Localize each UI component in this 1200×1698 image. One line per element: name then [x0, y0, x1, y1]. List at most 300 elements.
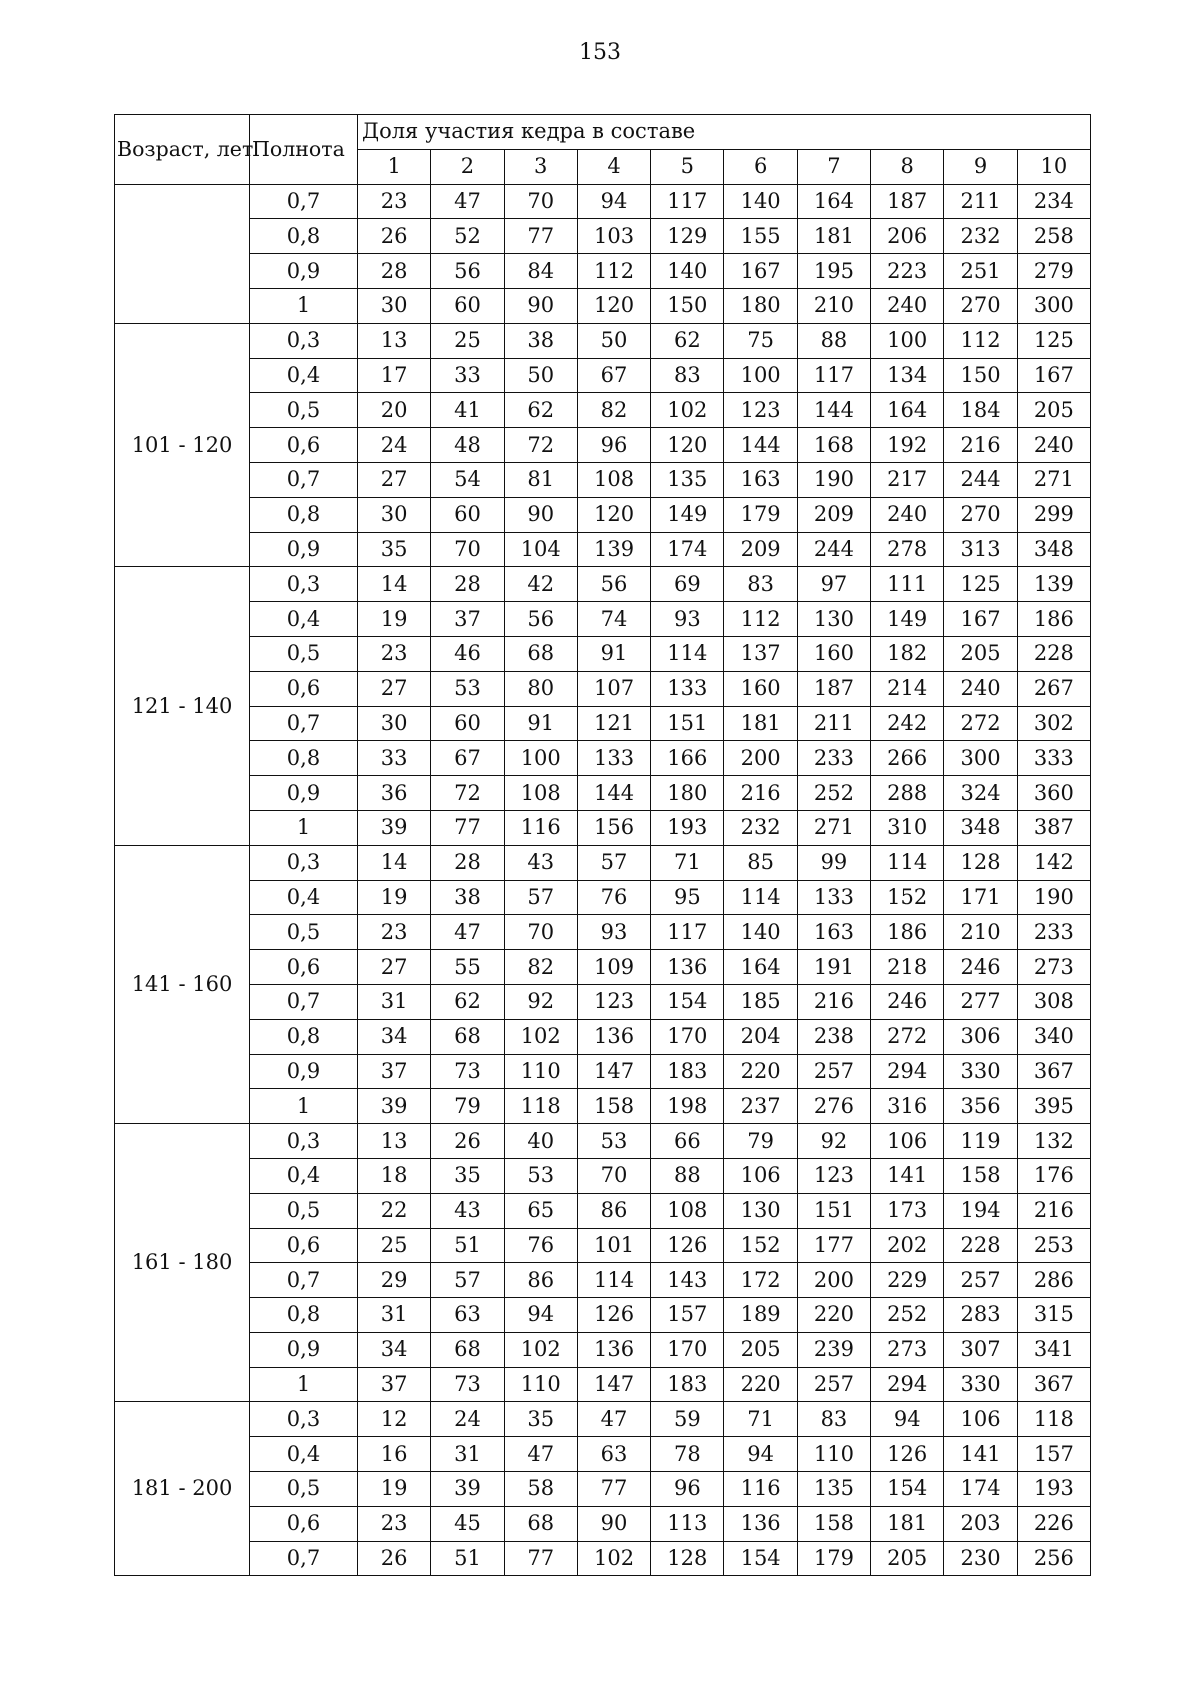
- value-cell: 187: [797, 671, 870, 706]
- value-cell: 177: [797, 1228, 870, 1263]
- fullness-cell: 0,3: [250, 323, 358, 358]
- value-cell: 313: [944, 532, 1017, 567]
- value-cell: 168: [797, 428, 870, 463]
- value-cell: 341: [1017, 1332, 1090, 1367]
- value-cell: 160: [797, 636, 870, 671]
- value-cell: 70: [577, 1158, 650, 1193]
- value-cell: 209: [724, 532, 797, 567]
- value-cell: 110: [797, 1437, 870, 1472]
- value-cell: 182: [871, 636, 944, 671]
- value-cell: 340: [1017, 1019, 1090, 1054]
- fullness-column-header: Полнота: [250, 115, 358, 185]
- value-cell: 195: [797, 254, 870, 289]
- value-cell: 163: [724, 462, 797, 497]
- table-row: [115, 1402, 1091, 1437]
- value-cell: 106: [944, 1402, 1017, 1437]
- value-cell: 139: [577, 532, 650, 567]
- fullness-cell: 0,8: [250, 741, 358, 776]
- value-cell: 160: [724, 671, 797, 706]
- value-cell: 387: [1017, 810, 1090, 845]
- value-cell: 170: [651, 1019, 724, 1054]
- value-cell: 114: [651, 636, 724, 671]
- value-cell: 72: [431, 776, 504, 811]
- fullness-cell: 1: [250, 288, 358, 323]
- table-row: [115, 288, 1091, 323]
- value-cell: 140: [724, 915, 797, 950]
- fullness-cell: 0,9: [250, 254, 358, 289]
- value-cell: 60: [431, 288, 504, 323]
- value-cell: 121: [577, 706, 650, 741]
- value-cell: 300: [1017, 288, 1090, 323]
- value-cell: 34: [358, 1332, 431, 1367]
- value-cell: 185: [724, 984, 797, 1019]
- value-cell: 330: [944, 1367, 1017, 1402]
- share-column-header: Доля участия кедра в составе: [358, 115, 1091, 150]
- value-cell: 106: [871, 1124, 944, 1159]
- value-cell: 216: [1017, 1193, 1090, 1228]
- value-cell: 19: [358, 880, 431, 915]
- value-cell: 56: [431, 254, 504, 289]
- value-cell: 272: [871, 1019, 944, 1054]
- table-row: [115, 1472, 1091, 1507]
- value-cell: 85: [724, 845, 797, 880]
- value-cell: 133: [651, 671, 724, 706]
- value-cell: 73: [431, 1367, 504, 1402]
- value-cell: 37: [358, 1054, 431, 1089]
- value-cell: 97: [797, 567, 870, 602]
- value-cell: 310: [871, 810, 944, 845]
- value-cell: 28: [431, 845, 504, 880]
- value-cell: 123: [797, 1158, 870, 1193]
- fullness-cell: 0,5: [250, 393, 358, 428]
- table-row: [115, 706, 1091, 741]
- value-cell: 59: [651, 1402, 724, 1437]
- value-cell: 273: [871, 1332, 944, 1367]
- value-cell: 12: [358, 1402, 431, 1437]
- value-cell: 129: [651, 219, 724, 254]
- value-cell: 147: [577, 1054, 650, 1089]
- value-cell: 57: [431, 1263, 504, 1298]
- table-row: [115, 602, 1091, 637]
- value-cell: 136: [577, 1019, 650, 1054]
- value-cell: 94: [577, 184, 650, 219]
- value-cell: 139: [1017, 567, 1090, 602]
- value-cell: 216: [724, 776, 797, 811]
- value-cell: 19: [358, 602, 431, 637]
- value-cell: 26: [358, 1541, 431, 1576]
- value-cell: 174: [944, 1472, 1017, 1507]
- value-cell: 278: [871, 532, 944, 567]
- value-cell: 108: [504, 776, 577, 811]
- value-cell: 76: [504, 1228, 577, 1263]
- fullness-cell: 1: [250, 810, 358, 845]
- value-cell: 253: [1017, 1228, 1090, 1263]
- value-cell: 58: [504, 1472, 577, 1507]
- value-cell: 96: [651, 1472, 724, 1507]
- table-row: [115, 428, 1091, 463]
- value-cell: 57: [504, 880, 577, 915]
- value-cell: 233: [797, 741, 870, 776]
- value-cell: 144: [724, 428, 797, 463]
- value-cell: 228: [944, 1228, 1017, 1263]
- value-cell: 80: [504, 671, 577, 706]
- value-cell: 226: [1017, 1506, 1090, 1541]
- age-group-cell: 101 - 120: [115, 323, 250, 567]
- value-cell: 223: [871, 254, 944, 289]
- value-cell: 220: [724, 1367, 797, 1402]
- value-cell: 189: [724, 1298, 797, 1333]
- share-column-4: 4: [577, 149, 650, 184]
- value-cell: 82: [577, 393, 650, 428]
- value-cell: 232: [724, 810, 797, 845]
- value-cell: 164: [724, 950, 797, 985]
- value-cell: 50: [577, 323, 650, 358]
- value-cell: 356: [944, 1089, 1017, 1124]
- value-cell: 133: [797, 880, 870, 915]
- value-cell: 77: [504, 219, 577, 254]
- value-cell: 27: [358, 671, 431, 706]
- value-cell: 157: [651, 1298, 724, 1333]
- value-cell: 135: [797, 1472, 870, 1507]
- age-group-cell: 161 - 180: [115, 1124, 250, 1402]
- value-cell: 30: [358, 706, 431, 741]
- value-cell: 158: [577, 1089, 650, 1124]
- value-cell: 86: [577, 1193, 650, 1228]
- value-cell: 27: [358, 950, 431, 985]
- value-cell: 286: [1017, 1263, 1090, 1298]
- value-cell: 205: [1017, 393, 1090, 428]
- value-cell: 140: [651, 254, 724, 289]
- value-cell: 66: [651, 1124, 724, 1159]
- value-cell: 39: [431, 1472, 504, 1507]
- value-cell: 82: [504, 950, 577, 985]
- value-cell: 88: [651, 1158, 724, 1193]
- value-cell: 79: [431, 1089, 504, 1124]
- value-cell: 395: [1017, 1089, 1090, 1124]
- value-cell: 43: [431, 1193, 504, 1228]
- value-cell: 144: [577, 776, 650, 811]
- value-cell: 270: [944, 288, 1017, 323]
- value-cell: 367: [1017, 1367, 1090, 1402]
- value-cell: 164: [797, 184, 870, 219]
- value-cell: 179: [724, 497, 797, 532]
- value-cell: 73: [431, 1054, 504, 1089]
- value-cell: 154: [724, 1541, 797, 1576]
- value-cell: 277: [944, 984, 1017, 1019]
- value-cell: 76: [577, 880, 650, 915]
- value-cell: 193: [651, 810, 724, 845]
- value-cell: 117: [797, 358, 870, 393]
- value-cell: 110: [504, 1367, 577, 1402]
- value-cell: 216: [797, 984, 870, 1019]
- value-cell: 158: [797, 1506, 870, 1541]
- value-cell: 210: [797, 288, 870, 323]
- share-column-5: 5: [651, 149, 724, 184]
- fullness-cell: 0,4: [250, 1158, 358, 1193]
- value-cell: 119: [944, 1124, 1017, 1159]
- value-cell: 306: [944, 1019, 1017, 1054]
- value-cell: 60: [431, 497, 504, 532]
- value-cell: 70: [504, 184, 577, 219]
- value-cell: 22: [358, 1193, 431, 1228]
- fullness-cell: 0,4: [250, 358, 358, 393]
- value-cell: 17: [358, 358, 431, 393]
- value-cell: 25: [358, 1228, 431, 1263]
- value-cell: 39: [358, 1089, 431, 1124]
- fullness-cell: 1: [250, 1367, 358, 1402]
- value-cell: 60: [431, 706, 504, 741]
- value-cell: 31: [358, 1298, 431, 1333]
- value-cell: 190: [797, 462, 870, 497]
- value-cell: 156: [577, 810, 650, 845]
- value-cell: 144: [797, 393, 870, 428]
- value-cell: 200: [797, 1263, 870, 1298]
- value-cell: 149: [651, 497, 724, 532]
- value-cell: 114: [724, 880, 797, 915]
- value-cell: 279: [1017, 254, 1090, 289]
- fullness-cell: 0,4: [250, 880, 358, 915]
- value-cell: 120: [577, 288, 650, 323]
- table-body: [115, 184, 1091, 1576]
- value-cell: 77: [577, 1472, 650, 1507]
- age-group-cell: 121 - 140: [115, 567, 250, 845]
- value-cell: 112: [944, 323, 1017, 358]
- value-cell: 173: [871, 1193, 944, 1228]
- value-cell: 239: [797, 1332, 870, 1367]
- value-cell: 72: [504, 428, 577, 463]
- value-cell: 33: [358, 741, 431, 776]
- value-cell: 141: [871, 1158, 944, 1193]
- value-cell: 220: [797, 1298, 870, 1333]
- value-cell: 30: [358, 497, 431, 532]
- share-column-7: 7: [797, 149, 870, 184]
- value-cell: 116: [724, 1472, 797, 1507]
- value-cell: 152: [724, 1228, 797, 1263]
- value-cell: 149: [871, 602, 944, 637]
- value-cell: 39: [358, 810, 431, 845]
- value-cell: 183: [651, 1367, 724, 1402]
- table-row: [115, 1367, 1091, 1402]
- value-cell: 128: [944, 845, 1017, 880]
- value-cell: 120: [577, 497, 650, 532]
- table-row: [115, 1228, 1091, 1263]
- table-row: [115, 532, 1091, 567]
- value-cell: 217: [871, 462, 944, 497]
- table-row: [115, 462, 1091, 497]
- value-cell: 180: [724, 288, 797, 323]
- table-row: [115, 1019, 1091, 1054]
- value-cell: 81: [504, 462, 577, 497]
- cedar-share-table: [114, 114, 1091, 1576]
- value-cell: 140: [724, 184, 797, 219]
- fullness-cell: 0,8: [250, 1019, 358, 1054]
- fullness-cell: 0,7: [250, 706, 358, 741]
- value-cell: 100: [871, 323, 944, 358]
- table-row: [115, 497, 1091, 532]
- table-row: [115, 184, 1091, 219]
- value-cell: 150: [944, 358, 1017, 393]
- fullness-cell: 0,7: [250, 1263, 358, 1298]
- value-cell: 112: [577, 254, 650, 289]
- value-cell: 232: [944, 219, 1017, 254]
- value-cell: 102: [577, 1541, 650, 1576]
- value-cell: 111: [871, 567, 944, 602]
- value-cell: 251: [944, 254, 1017, 289]
- age-group-cell: 181 - 200: [115, 1402, 250, 1576]
- value-cell: 294: [871, 1367, 944, 1402]
- value-cell: 100: [724, 358, 797, 393]
- table-row: [115, 1541, 1091, 1576]
- value-cell: 90: [504, 497, 577, 532]
- value-cell: 256: [1017, 1541, 1090, 1576]
- value-cell: 234: [1017, 184, 1090, 219]
- value-cell: 31: [431, 1437, 504, 1472]
- value-cell: 176: [1017, 1158, 1090, 1193]
- value-cell: 31: [358, 984, 431, 1019]
- table-row: [115, 1089, 1091, 1124]
- value-cell: 53: [504, 1158, 577, 1193]
- value-cell: 167: [724, 254, 797, 289]
- value-cell: 233: [1017, 915, 1090, 950]
- value-cell: 36: [358, 776, 431, 811]
- value-cell: 62: [504, 393, 577, 428]
- value-cell: 63: [577, 1437, 650, 1472]
- table-row: [115, 1158, 1091, 1193]
- value-cell: 16: [358, 1437, 431, 1472]
- value-cell: 128: [651, 1541, 724, 1576]
- value-cell: 126: [651, 1228, 724, 1263]
- table-row: [115, 810, 1091, 845]
- value-cell: 187: [871, 184, 944, 219]
- table-row: [115, 915, 1091, 950]
- value-cell: 78: [651, 1437, 724, 1472]
- value-cell: 91: [577, 636, 650, 671]
- value-cell: 141: [944, 1437, 1017, 1472]
- value-cell: 114: [871, 845, 944, 880]
- fullness-cell: 0,5: [250, 636, 358, 671]
- table-row: [115, 1332, 1091, 1367]
- table-row: [115, 358, 1091, 393]
- value-cell: 56: [504, 602, 577, 637]
- value-cell: 271: [797, 810, 870, 845]
- value-cell: 52: [431, 219, 504, 254]
- value-cell: 110: [504, 1054, 577, 1089]
- value-cell: 220: [724, 1054, 797, 1089]
- value-cell: 174: [651, 532, 724, 567]
- value-cell: 172: [724, 1263, 797, 1298]
- table-row: [115, 636, 1091, 671]
- value-cell: 209: [797, 497, 870, 532]
- value-cell: 68: [504, 636, 577, 671]
- value-cell: 126: [871, 1437, 944, 1472]
- value-cell: 108: [577, 462, 650, 497]
- value-cell: 103: [577, 219, 650, 254]
- table-row: [115, 1263, 1091, 1298]
- fullness-cell: 0,6: [250, 428, 358, 463]
- value-cell: 240: [871, 497, 944, 532]
- value-cell: 273: [1017, 950, 1090, 985]
- value-cell: 94: [871, 1402, 944, 1437]
- value-cell: 130: [797, 602, 870, 637]
- value-cell: 151: [651, 706, 724, 741]
- value-cell: 270: [944, 497, 1017, 532]
- value-cell: 242: [871, 706, 944, 741]
- table-row: [115, 1298, 1091, 1333]
- value-cell: 192: [871, 428, 944, 463]
- value-cell: 26: [431, 1124, 504, 1159]
- value-cell: 65: [504, 1193, 577, 1228]
- value-cell: 18: [358, 1158, 431, 1193]
- value-cell: 118: [504, 1089, 577, 1124]
- value-cell: 166: [651, 741, 724, 776]
- value-cell: 186: [871, 915, 944, 950]
- value-cell: 70: [504, 915, 577, 950]
- value-cell: 302: [1017, 706, 1090, 741]
- value-cell: 238: [797, 1019, 870, 1054]
- fullness-cell: 0,9: [250, 776, 358, 811]
- value-cell: 99: [797, 845, 870, 880]
- value-cell: 240: [1017, 428, 1090, 463]
- value-cell: 154: [871, 1472, 944, 1507]
- fullness-cell: 0,8: [250, 497, 358, 532]
- value-cell: 38: [431, 880, 504, 915]
- value-cell: 57: [577, 845, 650, 880]
- table-header-row-1: [115, 115, 1091, 150]
- share-column-1: 1: [358, 149, 431, 184]
- table-row: [115, 1124, 1091, 1159]
- value-cell: 142: [1017, 845, 1090, 880]
- value-cell: 30: [358, 288, 431, 323]
- value-cell: 108: [651, 1193, 724, 1228]
- fullness-cell: 0,5: [250, 915, 358, 950]
- value-cell: 88: [797, 323, 870, 358]
- value-cell: 114: [577, 1263, 650, 1298]
- value-cell: 29: [358, 1263, 431, 1298]
- value-cell: 348: [1017, 532, 1090, 567]
- share-column-2: 2: [431, 149, 504, 184]
- value-cell: 35: [358, 532, 431, 567]
- value-cell: 228: [1017, 636, 1090, 671]
- value-cell: 35: [431, 1158, 504, 1193]
- value-cell: 47: [577, 1402, 650, 1437]
- value-cell: 315: [1017, 1298, 1090, 1333]
- value-cell: 94: [504, 1298, 577, 1333]
- value-cell: 92: [797, 1124, 870, 1159]
- value-cell: 257: [797, 1367, 870, 1402]
- value-cell: 46: [431, 636, 504, 671]
- value-cell: 164: [871, 393, 944, 428]
- value-cell: 230: [944, 1541, 1017, 1576]
- value-cell: 257: [797, 1054, 870, 1089]
- value-cell: 183: [651, 1054, 724, 1089]
- value-cell: 157: [1017, 1437, 1090, 1472]
- value-cell: 186: [1017, 602, 1090, 637]
- value-cell: 348: [944, 810, 1017, 845]
- value-cell: 35: [504, 1402, 577, 1437]
- value-cell: 266: [871, 741, 944, 776]
- value-cell: 181: [871, 1506, 944, 1541]
- value-cell: 71: [724, 1402, 797, 1437]
- table-row: [115, 741, 1091, 776]
- value-cell: 137: [724, 636, 797, 671]
- value-cell: 125: [1017, 323, 1090, 358]
- value-cell: 47: [504, 1437, 577, 1472]
- value-cell: 86: [504, 1263, 577, 1298]
- value-cell: 37: [431, 602, 504, 637]
- value-cell: 109: [577, 950, 650, 985]
- value-cell: 74: [577, 602, 650, 637]
- value-cell: 190: [1017, 880, 1090, 915]
